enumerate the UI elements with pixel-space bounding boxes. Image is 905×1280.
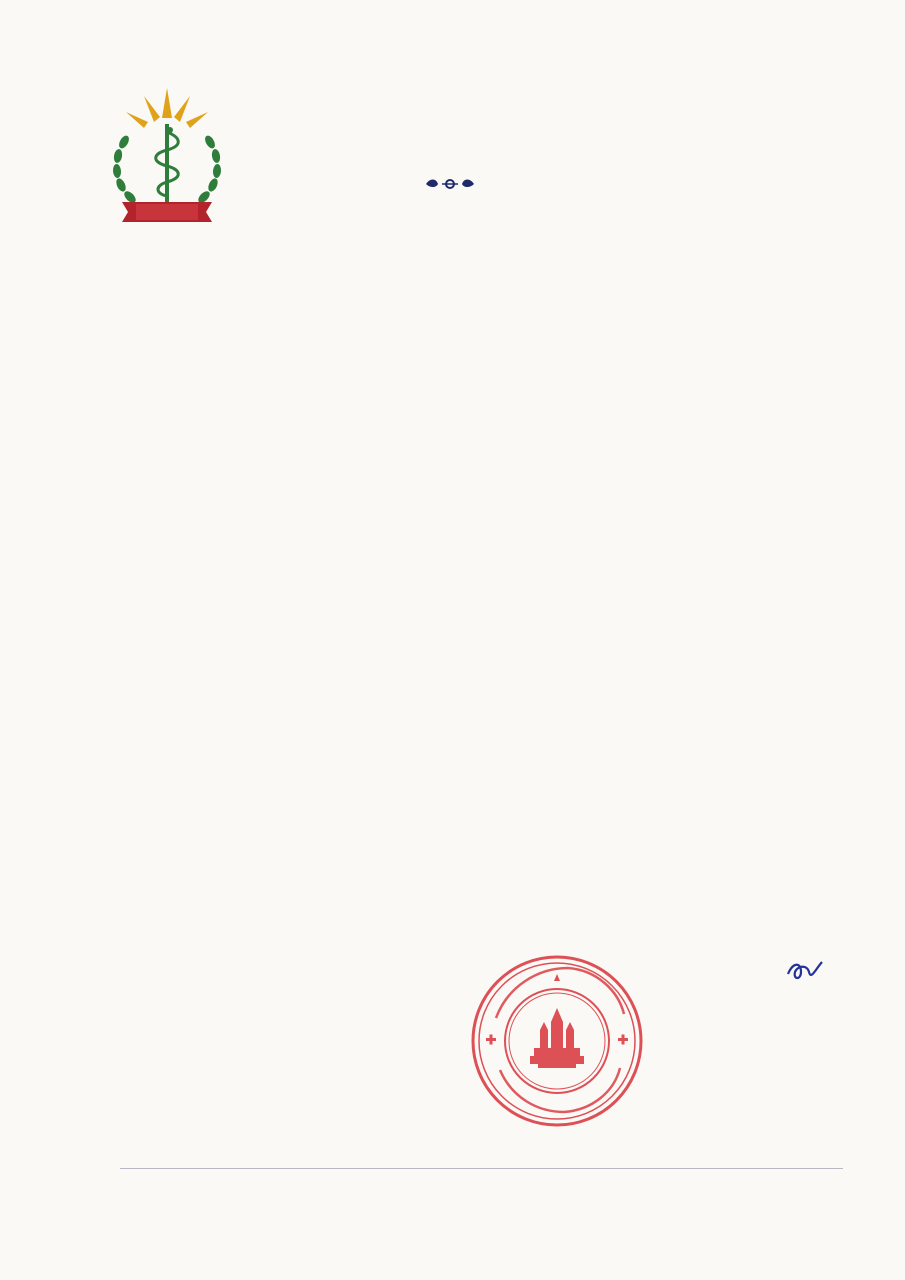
statement-title [150,288,755,384]
signature-mark [785,958,825,984]
body-paragraph-1 [142,396,834,428]
kingdom-motto [330,96,570,168]
motto-line-2 [330,132,570,168]
body-paragraph-3 [142,484,834,516]
ministry-name [80,236,260,260]
title-line-1 [150,288,755,320]
sun-rays [126,88,208,128]
angkor-temple-icon [530,1008,584,1068]
official-seal-stamp [468,952,646,1130]
ministry-emblem-logo [102,84,232,234]
motto-ornament [330,174,570,194]
title-line-2 [150,320,755,352]
title-line-3 [150,352,755,384]
footer-address [120,1178,843,1200]
footer-divider [120,1168,843,1169]
body-paragraph-4 [142,528,834,560]
laurel-right [196,134,221,205]
statement-body [142,396,834,660]
motto-line-1 [330,96,570,132]
laurel-left [112,134,137,205]
body-paragraph-6 [142,616,834,648]
body-paragraph-5 [142,572,834,604]
body-paragraph-2 [142,440,834,472]
